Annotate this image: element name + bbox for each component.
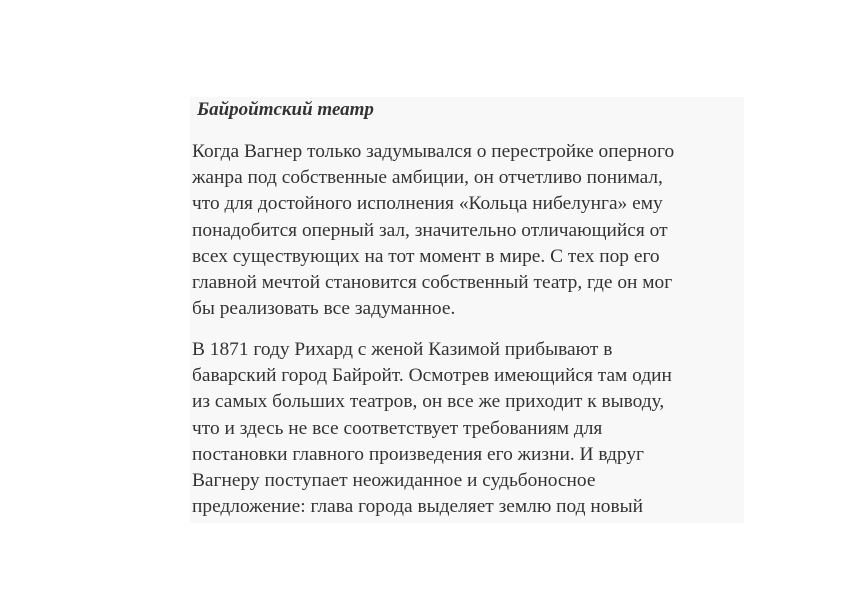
paragraph-line: постановки главного произведения его жизни. И вдруг	[192, 443, 645, 465]
paragraph-line: всех существующих на тот момент в мире. С тех пор его	[192, 245, 660, 267]
paragraph-line: В 1871 году Рихард с женой Казимой прибывают в	[192, 339, 613, 360]
paragraph-line: баварский город Байройт. Осмотрев имеющийся там один	[192, 365, 672, 387]
paragraph-2	[192, 337, 672, 520]
paragraph-line: жанра под собственные амбиции, он отчетливо понимал,	[192, 167, 663, 189]
paragraph-line: понадобится оперный зал, значительно отличающийся от	[192, 219, 668, 241]
paragraph-line: что для достойного исполнения «Кольца нибелунга» ему	[192, 193, 663, 215]
article-block	[190, 97, 744, 523]
paragraph-line: предложение: глава города выделяет землю под новый	[192, 496, 644, 518]
paragraph-line: главной мечтой становится собственный театр, где он мог	[192, 272, 673, 294]
paragraph-line: из самых больших театров, он все же приходит к выводу,	[192, 391, 665, 413]
paragraph-line: Когда Вагнер только задумывался о перестройке оперного	[192, 141, 675, 162]
paragraph-line: что и здесь не все соответствует требованиям для	[192, 417, 603, 439]
paragraph-line: бы реализовать все задуманное.	[192, 298, 456, 320]
article-title: Байройтский театр	[197, 99, 374, 120]
paragraph-1	[192, 139, 674, 322]
paragraph-line: Вагнеру поступает неожиданное и судьбоносное	[192, 470, 596, 492]
